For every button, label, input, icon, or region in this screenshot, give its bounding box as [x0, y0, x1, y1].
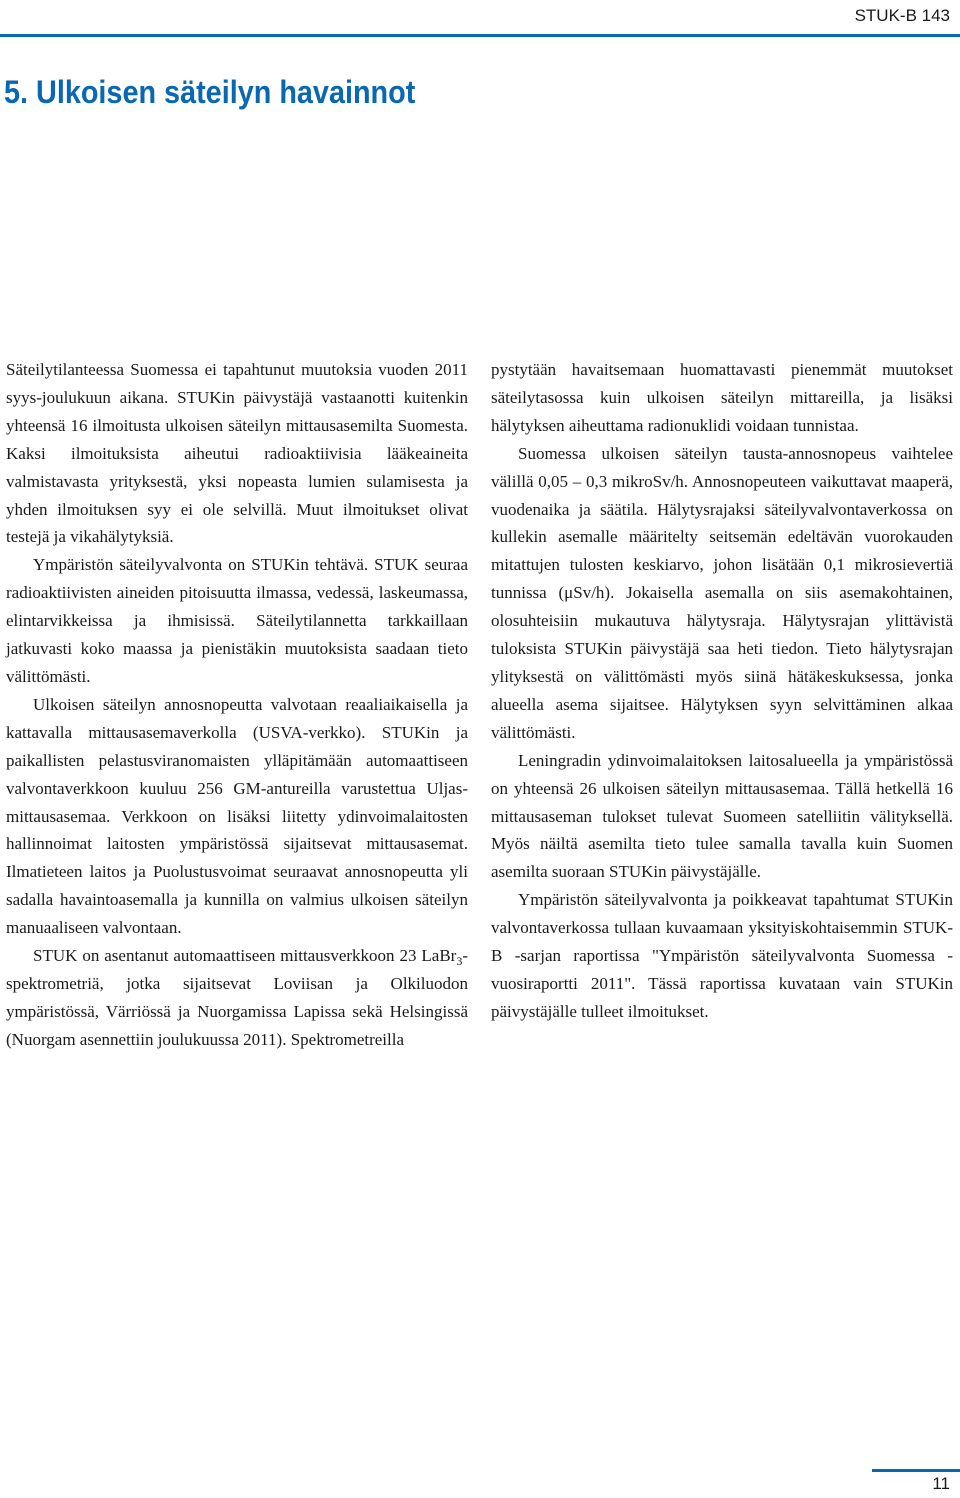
paragraph-text: -spektrometriä, jotka sijaitsevat Loviisan ja Olkiluodon ympäristössä, Värriössä ja Nuorgamissa Lapissa sekä Helsingissä (Nuorgam asennettiin joulukuussa 2011). Spektrometreilla: [6, 946, 468, 1049]
subscript: 3: [456, 954, 463, 969]
paragraph: [6, 942, 468, 1054]
paragraph: Ympäristön säteilyvalvonta on STUKin tehtävä. STUK seuraa radioaktiivisten aineiden pitoisuutta ilmassa, vedessä, laskeumassa, elintarvikkeissa ja ihmisissä. Säteilytilannetta tarkkaillaan jatkuvasti koko maassa ja pienistäkin muutoksista saadaan tieto välittömästi.: [6, 555, 468, 686]
report-series-label: STUK-B 143: [854, 6, 950, 25]
paragraph: Leningradin ydinvoimalaitoksen laitosalueella ja ympäristössä on yhteensä 26 ulkoisen säteilyn mittausasemaa. Tällä hetkellä 16 mittausaseman tulokset tulevat Suomeen satelliitin välityksellä. Myös näiltä asemilta tieto tulee samalla tavalla kuin Suomen asemilta suoraan STUKin päivystäjälle.: [491, 750, 953, 882]
left-column: [6, 356, 468, 1054]
paragraph-text: STUK on asentanut automaattiseen mittausverkkoon 23 LaBr: [33, 946, 457, 966]
paragraph: pystytään havaitsemaan huomattavasti pienemmät muutokset säteilytasossa kuin ulkoisen säteilyn mittareilla, ja lisäksi hälytyksen aiheuttama radionuklidi voidaan tunnistaa.: [491, 360, 953, 435]
paragraph: Suomessa ulkoisen säteilyn tausta-annosnopeus vaihtelee välillä 0,05 – 0,3 mikroSv/h. Annosnopeuteen vaikuttavat maaperä, vuodenaika ja säätila. Hälytysrajaksi säteilyvalvontaverkossa on kullekin asemalle määritelty seitsemän edeltävän vuorokauden mitattujen tulosten keskiarvo, johon lisätään 0,1 mikrosievertiä tunnissa (μSv/h). Jokaisella asemalla on siis asemakohtainen, olosuhteisiin mukautuva hälytysraja. Hälytysrajan ylittävistä tuloksista STUKin päivystäjä saa heti tiedon. Tieto hälytysrajan ylityksestä on välittömästi myös siinä hätäkeskuksessa, jonka alueella asema sijaitsee. Hälytyksen syyn selvittäminen alkaa välittömästi.: [491, 443, 953, 742]
right-column: [491, 356, 953, 1026]
paragraph: Säteilytilanteessa Suomessa ei tapahtunut muutoksia vuoden 2011 syys-joulukuun aikana. STUKin päivystäjä vastaanotti kuitenkin yhteensä 16 ilmoitusta ulkoisen säteilyn mittausasemilta Suomesta. Kaksi ilmoituksista aiheutui radioaktiivisia lääkeaineita valmistavasta yrityksestä, yksi nopeasta lumien sulamisesta ja yhden ilmoituksen syy ei ole selvillä. Muut ilmoitukset olivat testejä ja vikahälytyksiä.: [6, 360, 468, 547]
footer-rule: [872, 1469, 960, 1472]
header-rule: [0, 34, 960, 37]
page-number: 11: [932, 1474, 950, 1493]
paragraph: Ympäristön säteilyvalvonta ja poikkeavat tapahtumat STUKin valvontaverkossa tullaan kuvaamaan yksityiskohtaisemmin STUK-B -sarjan raportissa "Ympäristön säteilyvalvonta Suomessa - vuosiraportti 2011". Tässä raportissa kuvataan vain STUKin päivystäjälle tulleet ilmoitukset.: [491, 890, 953, 1021]
chapter-title: 5. Ulkoisen säteilyn havainnot: [4, 74, 416, 110]
paragraph: Ulkoisen säteilyn annosnopeutta valvotaan reaaliaikaisella ja kattavalla mittausasemaverkolla (USVA-verkko). STUKin ja paikallisten pelastusviranomaisten ylläpitämään automaattiseen valvontaverkkoon kuuluu 256 GM-antureilla varustettua Uljas-mittausasemaa. Verkkoon on lisäksi liitetty ydinvoimalaitosten hallinnoimat laitosten ympäristössä sijaitsevat mittausasemat. Ilmatieteen laitos ja Puolustusvoimat seuraavat annosnopeutta yli sadalla havaintoasemalla ja kunnilla on valmius ulkoisen säteilyn manuaaliseen valvontaan.: [6, 694, 468, 938]
